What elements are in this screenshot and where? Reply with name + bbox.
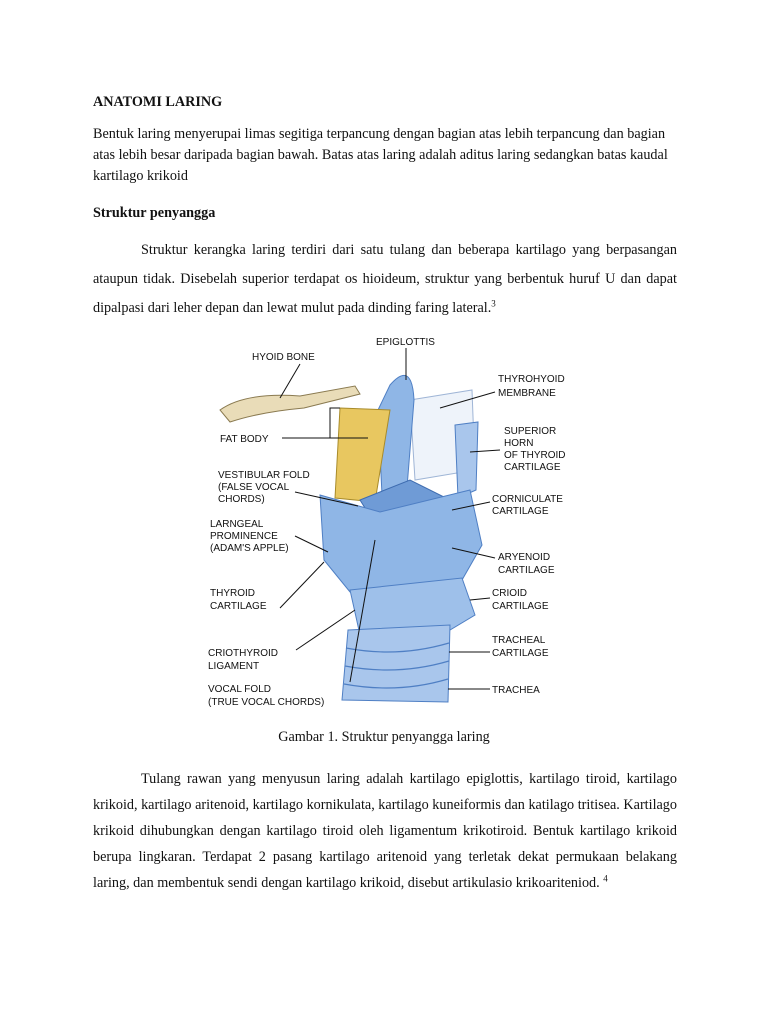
- label-tracheal-line2: CARTILAGE: [492, 648, 549, 659]
- label-vestibular-line3: CHORDS): [218, 494, 265, 505]
- superior-horn-shape: [455, 422, 478, 498]
- label-thyroid-line2: CARTILAGE: [210, 601, 267, 612]
- label-vocal-fold-line2: (TRUE VOCAL CHORDS): [208, 697, 325, 708]
- hyoid-bone-shape: [220, 386, 360, 422]
- label-fat-body: FAT BODY: [220, 434, 269, 445]
- larynx-figure: [200, 330, 600, 715]
- label-laryngeal-line3: (ADAM'S APPLE): [210, 543, 289, 554]
- label-laryngeal-line1: LARNGEAL: [210, 519, 264, 530]
- label-criothyroid-line1: CRIOTHYROID: [208, 648, 278, 659]
- label-laryngeal-line2: PROMINENCE: [210, 531, 278, 542]
- label-vestibular-line2: (FALSE VOCAL: [218, 482, 290, 493]
- label-superior-horn-line3: OF THYROID: [504, 450, 566, 461]
- label-arytenoid-line2: CARTILAGE: [498, 565, 555, 576]
- label-superior-horn-line1: SUPERIOR: [504, 426, 557, 437]
- label-superior-horn-line2: HORN: [504, 438, 534, 449]
- label-corniculate-line2: CARTILAGE: [492, 506, 549, 517]
- label-hyoid-bone: HYOID BONE: [252, 352, 315, 363]
- paragraph-cartilages: [93, 766, 677, 896]
- label-thyrohyoid-line2: MEMBRANE: [498, 388, 556, 399]
- label-thyrohyoid-line1: THYROHYOID: [498, 374, 565, 385]
- label-tracheal-line1: TRACHEAL: [492, 635, 546, 646]
- label-superior-horn-line4: CARTILAGE: [504, 462, 561, 473]
- label-thyroid-line1: THYROID: [210, 588, 255, 599]
- intro-paragraph: Bentuk laring menyerupai limas segitiga terpancung dengan bagian atas lebih terpancung dan bagian atas lebih besar daripada bagian bawah. Batas atas laring adalah aditus laring sedangkan batas kaudal kartilago krikoid: [93, 126, 668, 184]
- label-arytenoid-line1: ARYENOID: [498, 552, 551, 563]
- label-trachea: TRACHEA: [492, 685, 540, 696]
- reference-superscript: 3: [491, 298, 496, 309]
- figure-caption: Gambar 1. Struktur penyangga laring: [278, 729, 490, 745]
- label-vestibular-line1: VESTIBULAR FOLD: [218, 470, 310, 481]
- label-cricoid-line2: CARTILAGE: [492, 601, 549, 612]
- label-cricoid-line1: CRIOID: [492, 588, 527, 599]
- larynx-illustration: [200, 330, 600, 715]
- label-criothyroid-line2: LIGAMENT: [208, 661, 260, 672]
- paragraph-structure: [93, 236, 677, 323]
- label-vocal-fold-line1: VOCAL FOLD: [208, 684, 271, 695]
- section-heading: Struktur penyangga: [93, 205, 216, 221]
- label-corniculate-line1: CORNICULATE: [492, 494, 563, 505]
- paragraph-text: Struktur kerangka laring terdiri dari satu tulang dan beberapa kartilago yang berpasangan ataupun tidak. Disebelah superior terdapat os hioideum, struktur yang berbentuk huruf U dan dapat dipalpasi dari leher depan dan lewat mulut pada dinding faring lateral.: [93, 242, 677, 316]
- label-epiglottis: EPIGLOTTIS: [376, 337, 435, 348]
- reference-superscript: 4: [603, 873, 608, 884]
- paragraph-text: Tulang rawan yang menyusun laring adalah kartilago epiglottis, kartilago tiroid, kartilago krikoid, kartilago aritenoid, kartilago kornikulata, kartilago kuneiformis dan katilago tritisea. Kartilago krikoid dihubungkan dengan kartilago tiroid oleh ligamentum krikotiroid. Bentuk kartilago krikoid berupa lingkaran. Terdapat 2 pasang kartilago aritenoid yang terletak dekat permukaan belakang laring, dan membentuk sendi dengan kartilago krikoid, disebut artikulasio krikoariteniod.: [93, 771, 677, 891]
- page-title: ANATOMI LARING: [93, 94, 223, 110]
